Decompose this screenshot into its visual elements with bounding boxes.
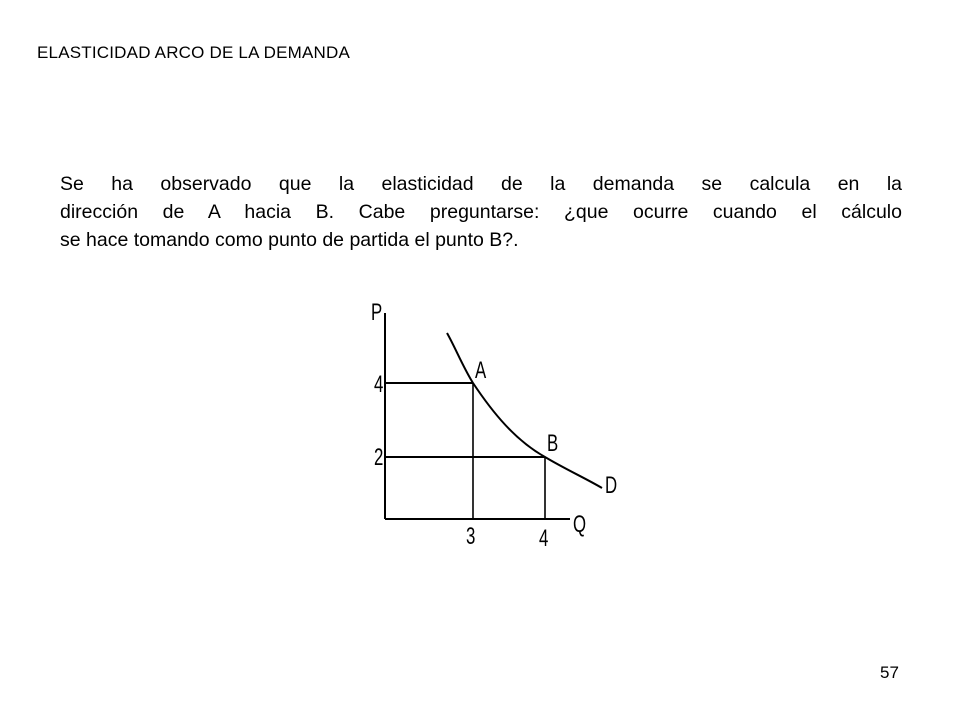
body-paragraph bbox=[60, 170, 902, 254]
demand-curve-svg bbox=[355, 295, 635, 555]
paragraph-line-2: dirección de A hacia B. Cabe preguntarse: ¿que ocurre cuando el cálculo bbox=[60, 201, 902, 223]
y-axis-label: P bbox=[371, 299, 383, 326]
x-tick-4: 4 bbox=[539, 525, 549, 552]
demand-curve bbox=[447, 333, 602, 488]
point-label-a: A bbox=[475, 357, 487, 384]
demand-curve-figure bbox=[355, 295, 635, 560]
page-number: 57 bbox=[880, 663, 899, 682]
paragraph-line-1: Se ha observado que la elasticidad de la demanda se calcula en la bbox=[60, 173, 902, 195]
paragraph-line-3: se hace tomando como punto de partida el punto B?. bbox=[60, 229, 519, 251]
slide-title: ELASTICIDAD ARCO DE LA DEMANDA bbox=[37, 43, 351, 62]
curve-label-d: D bbox=[605, 472, 618, 499]
point-label-b: B bbox=[547, 430, 559, 457]
x-tick-3: 3 bbox=[466, 523, 476, 550]
y-tick-4: 4 bbox=[374, 371, 384, 398]
y-tick-2: 2 bbox=[374, 444, 384, 471]
x-axis-label: Q bbox=[573, 511, 587, 538]
